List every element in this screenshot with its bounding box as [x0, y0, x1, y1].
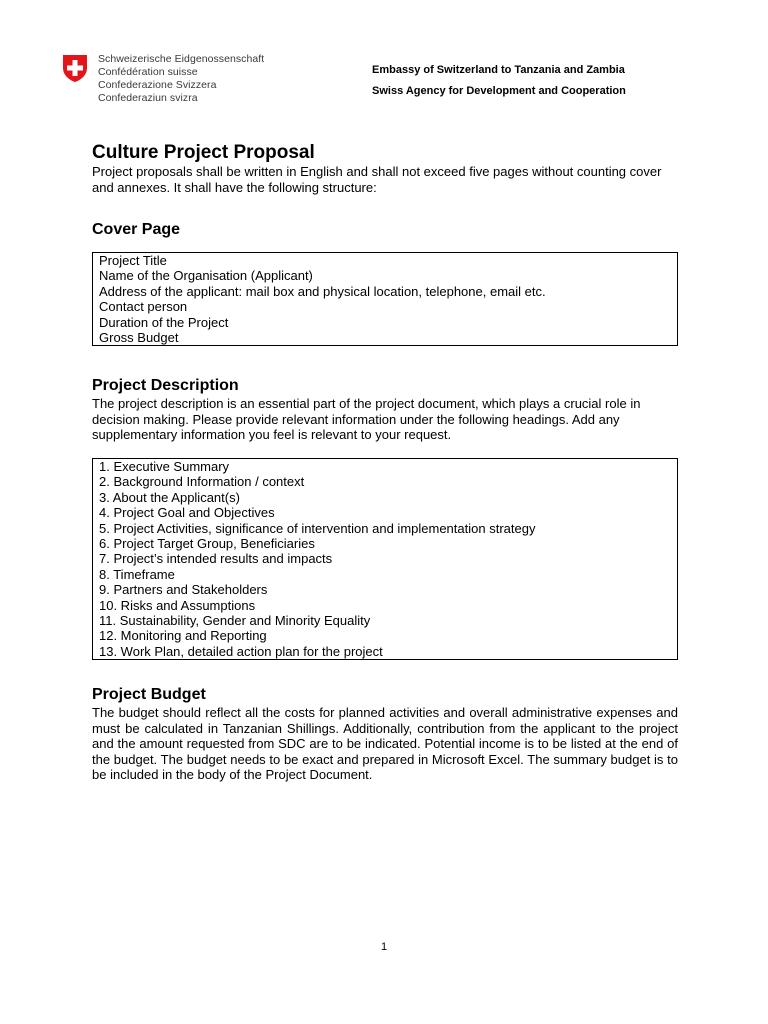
- page-number: 1: [380, 941, 388, 953]
- swiss-confederation-logo: [60, 53, 264, 105]
- list-item: 13. Work Plan, detailed action plan for the project: [99, 643, 383, 659]
- list-item: 8. Timeframe: [99, 566, 175, 582]
- swiss-cross-shield-icon: [60, 53, 90, 83]
- project-description-paragraph: The project description is an essential part of the project document, which plays a crucial role in decision making. Please provide relevant information under the following headings. Add any supplementary information you feel is relevant to your request.: [92, 396, 641, 443]
- embassy-line: Embassy of Switzerland to Tanzania and Zambia: [372, 64, 625, 76]
- project-budget-paragraph: The budget should reflect all the costs for planned activities and overall administrative expenses and must be calculated in Tanzanian Shillings. Additionally, contribution from the applicant to the project and the amount requested from SDC are to be indicated. Potential income is to be listed at the end of the budget. The budget needs to be exact and prepared in Microsoft Excel. The summary budget is to be included in the body of the Project Document.: [92, 705, 678, 783]
- list-item: 7. Project’s intended results and impacts: [99, 551, 333, 567]
- list-item: 2. Background Information / context: [99, 474, 305, 490]
- cover-page-box: [92, 252, 678, 346]
- list-item: 4. Project Goal and Objectives: [99, 505, 275, 521]
- list-item: 9. Partners and Stakeholders: [99, 582, 268, 598]
- list-item: Address of the applicant: mail box and physical location, telephone, email etc.: [99, 283, 546, 299]
- cover-page-heading: Cover Page: [92, 221, 181, 238]
- project-description-box: [92, 458, 678, 660]
- list-item: 5. Project Activities, significance of intervention and implementation strategy: [99, 520, 536, 536]
- list-item: 12. Monitoring and Reporting: [99, 628, 267, 644]
- list-item: 11. Sustainability, Gender and Minority Equality: [99, 613, 371, 628]
- list-item: Duration of the Project: [99, 314, 229, 330]
- list-item: 3. About the Applicant(s): [99, 489, 240, 505]
- logo-line-french: Confédération suisse: [98, 66, 198, 78]
- list-item: Project Title: [99, 253, 167, 268]
- project-description-heading: Project Description: [92, 377, 239, 395]
- document-body: [92, 141, 678, 783]
- list-item: 1. Executive Summary: [99, 458, 230, 474]
- list-item: 10. Risks and Assumptions: [99, 597, 256, 613]
- logo-line-italian: Confederazione Svizzera: [98, 79, 217, 91]
- list-item: Contact person: [99, 299, 188, 315]
- project-budget-heading: Project Budget: [92, 686, 206, 704]
- page-header: [60, 50, 720, 110]
- document-title: Culture Project Proposal: [92, 142, 315, 163]
- list-item: Gross Budget: [99, 330, 179, 346]
- issuing-organisation: [372, 60, 626, 102]
- list-item: Name of the Organisation (Applicant): [99, 268, 313, 284]
- logo-line-romansh: Confederaziun svizra: [98, 92, 198, 104]
- agency-line: Swiss Agency for Development and Cooperation: [372, 85, 626, 97]
- list-item: 6. Project Target Group, Beneficiaries: [99, 535, 315, 551]
- logo-line-german: Schweizerische Eidgenossenschaft: [98, 53, 265, 65]
- logo-wordmark: [98, 53, 264, 105]
- intro-paragraph: Project proposals shall be written in English and shall not exceed five pages without counting cover and annexes. It shall have the following structure:: [92, 164, 662, 195]
